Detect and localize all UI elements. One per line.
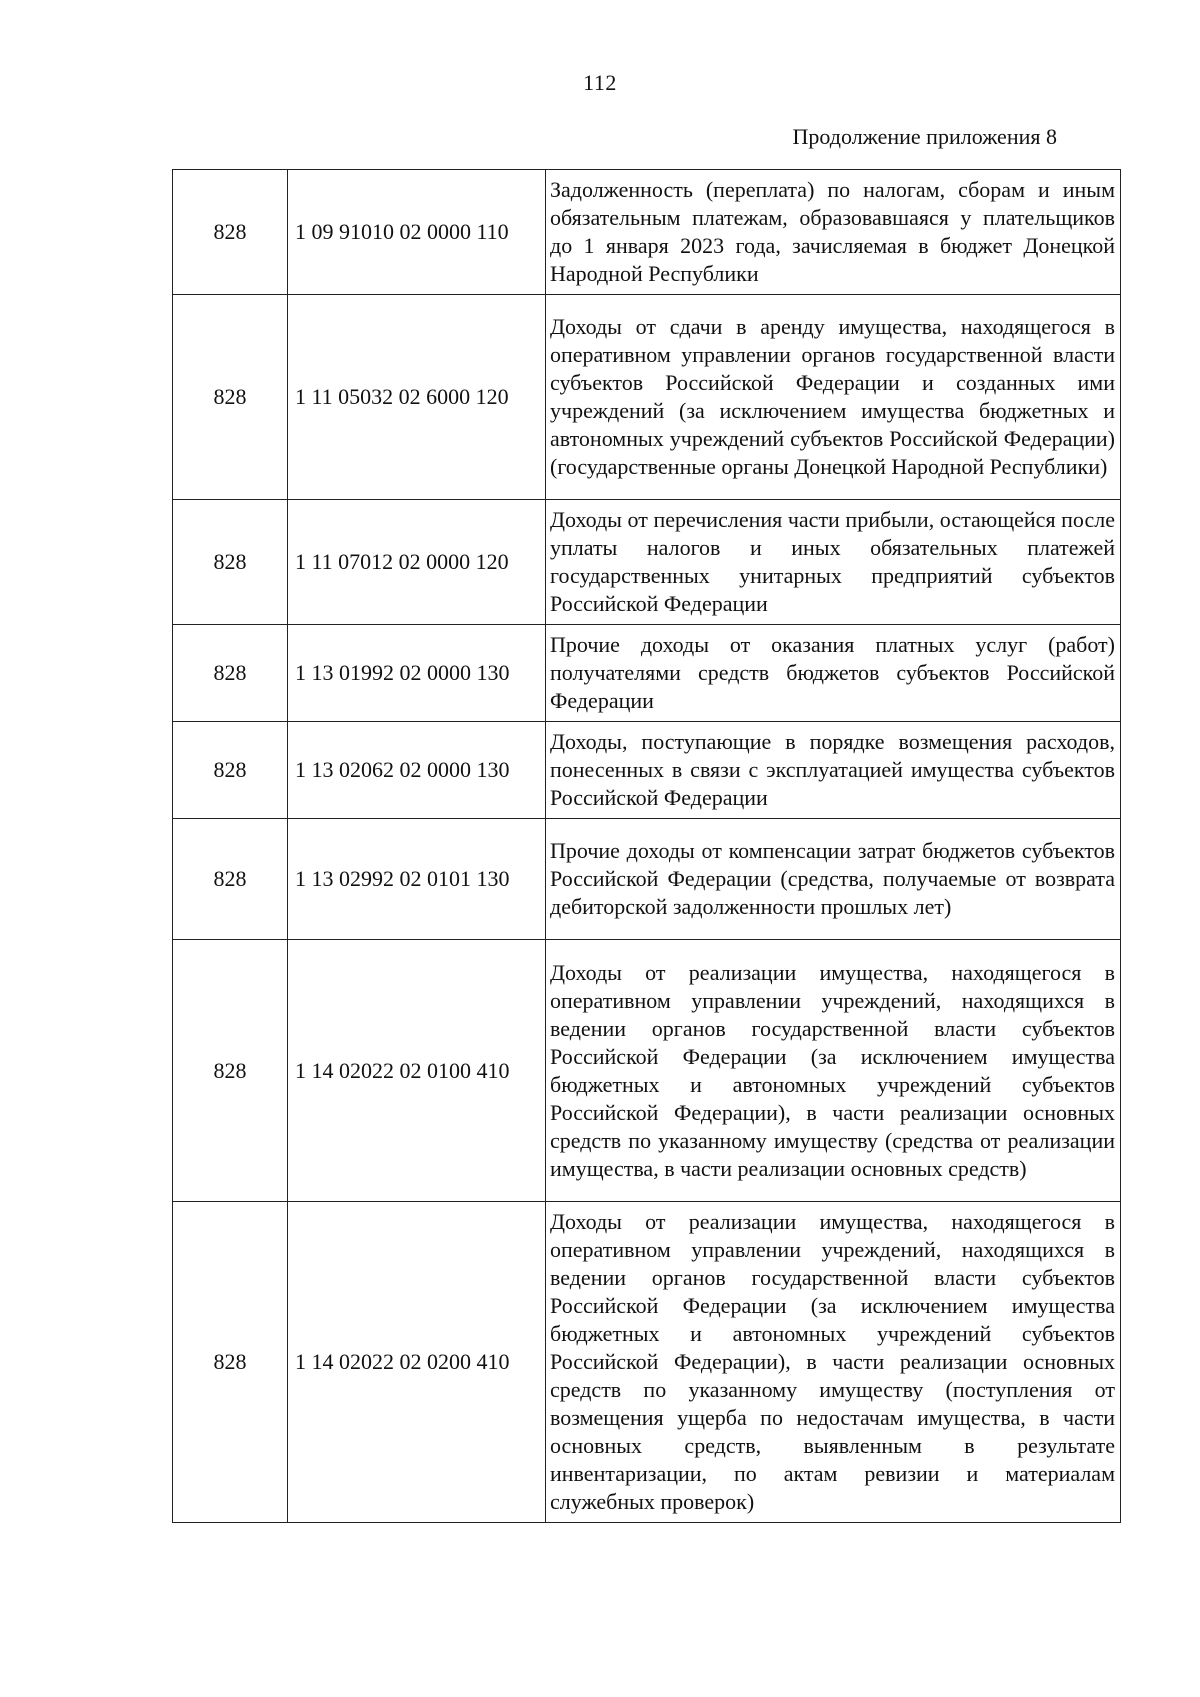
admin-code-cell: 828 <box>173 625 288 722</box>
table-row <box>173 295 1121 500</box>
classification-code-cell: 1 11 07012 02 0000 120 <box>288 500 546 625</box>
table-row <box>173 940 1121 1202</box>
classification-code-cell: 1 14 02022 02 0200 410 <box>288 1202 546 1523</box>
admin-code-cell: 828 <box>173 722 288 819</box>
revenue-codes-table <box>172 169 1121 1523</box>
admin-code-cell: 828 <box>173 1202 288 1523</box>
page-number: 112 <box>583 70 617 95</box>
description-cell: Задолженность (переплата) по налогам, сборам и иным обязательным платежам, образовавшаяся у плательщиков до 1 января 2023 года, зачисляемая в бюджет Донецкой Народной Республики <box>546 170 1121 295</box>
admin-code-cell: 828 <box>173 170 288 295</box>
admin-code-cell: 828 <box>173 500 288 625</box>
classification-code-cell: 1 13 02992 02 0101 130 <box>288 819 546 940</box>
classification-code-cell: 1 09 91010 02 0000 110 <box>288 170 546 295</box>
classification-code-cell: 1 14 02022 02 0100 410 <box>288 940 546 1202</box>
description-cell: Доходы от реализации имущества, находящегося в оперативном управлении учреждений, находящихся в ведении органов государственной власти субъектов Российской Федерации (за исключением имущества бюджетных и автономных учреждений субъектов Российской Федерации), в части реализации основных средств по указанному имуществу (поступления от возмещения ущерба по недостачам имущества, в части основных средств, выявленным в результате инвентаризации, по актам ревизии и материалам служебных проверок) <box>546 1202 1121 1523</box>
classification-code-cell: 1 11 05032 02 6000 120 <box>288 295 546 500</box>
table-row <box>173 625 1121 722</box>
admin-code-cell: 828 <box>173 940 288 1202</box>
description-cell: Доходы от реализации имущества, находящегося в оперативном управлении учреждений, находящихся в ведении органов государственной власти субъектов Российской Федерации (за исключением имущества бюджетных и автономных учреждений субъектов Российской Федерации), в части реализации основных средств по указанному имуществу (средства от реализации имущества, в части реализации основных средств) <box>546 940 1121 1202</box>
admin-code-cell: 828 <box>173 295 288 500</box>
table-row <box>173 1202 1121 1523</box>
classification-code-cell: 1 13 02062 02 0000 130 <box>288 722 546 819</box>
table-row <box>173 722 1121 819</box>
appendix-continuation-note: Продолжение приложения 8 <box>792 124 1057 149</box>
description-cell: Прочие доходы от компенсации затрат бюджетов субъектов Российской Федерации (средства, получаемые от возврата дебиторской задолженности прошлых лет) <box>546 819 1121 940</box>
table-row <box>173 170 1121 295</box>
table-row <box>173 819 1121 940</box>
classification-code-cell: 1 13 01992 02 0000 130 <box>288 625 546 722</box>
description-cell: Доходы от перечисления части прибыли, остающейся после уплаты налогов и иных обязательных платежей государственных унитарных предприятий субъектов Российской Федерации <box>546 500 1121 625</box>
admin-code-cell: 828 <box>173 819 288 940</box>
table-row <box>173 500 1121 625</box>
description-cell: Доходы от сдачи в аренду имущества, находящегося в оперативном управлении органов государственной власти субъектов Российской Федерации и созданных ими учреждений (за исключением имущества бюджетных и автономных учреждений субъектов Российской Федерации) (государственные органы Донецкой Народной Республики) <box>546 295 1121 500</box>
description-cell: Прочие доходы от оказания платных услуг (работ) получателями средств бюджетов субъектов Российской Федерации <box>546 625 1121 722</box>
description-cell: Доходы, поступающие в порядке возмещения расходов, понесенных в связи с эксплуатацией имущества субъектов Российской Федерации <box>546 722 1121 819</box>
